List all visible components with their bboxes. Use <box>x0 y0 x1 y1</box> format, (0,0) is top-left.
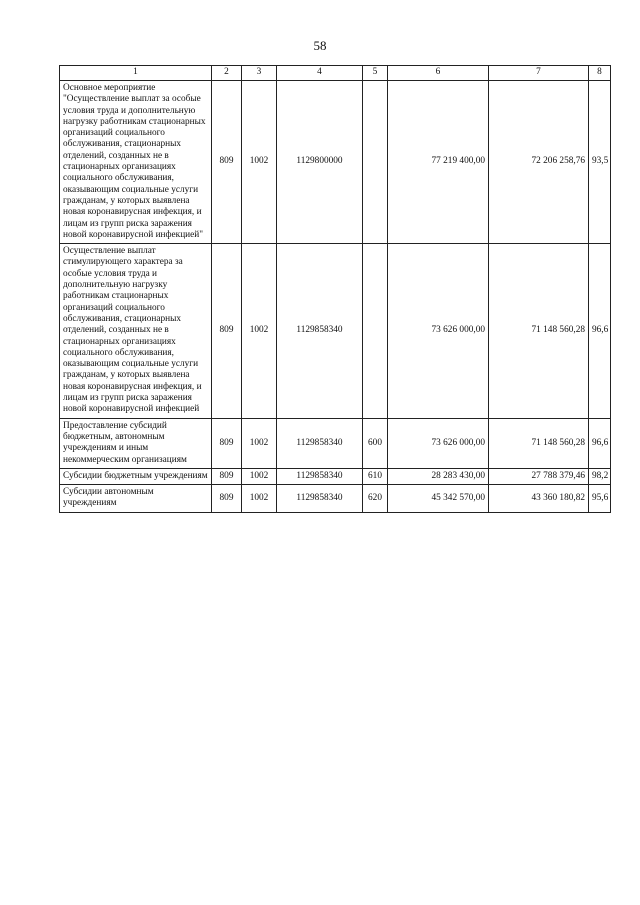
cell-col-4: 1129858340 <box>277 418 363 468</box>
cell-col-4: 1129800000 <box>277 81 363 244</box>
cell-col-6: 28 283 430,00 <box>388 468 489 484</box>
row-name: Осуществление выплат стимулирующего характера за особые условия труда и дополнительную нагрузку работникам стационарных организаций социального обслуживания, стационарных отделений, созданных не в стационарных организациях социального обслуживания, оказывающим социальные услуги гражданам, у которых выявлена новая коронавирусная инфекция, и лицам из групп риска заражения новой коронавирусной инфекцией <box>60 244 212 418</box>
cell-col-6: 73 626 000,00 <box>388 418 489 468</box>
cell-col-4: 1129858340 <box>277 244 363 418</box>
cell-col-2: 809 <box>212 468 242 484</box>
cell-col-8: 96,6 <box>589 244 611 418</box>
row-name: Предоставление субсидий бюджетным, автономным учреждениям и иным некоммерческим организациям <box>60 418 212 468</box>
cell-col-8: 98,2 <box>589 468 611 484</box>
column-header-5: 5 <box>363 66 388 81</box>
column-header-8: 8 <box>589 66 611 81</box>
row-name: Основное мероприятие "Осуществление выплат за особые условия труда и дополнительную нагрузку работникам стационарных организаций социального обслуживания, стационарных отделений, созданных не в стационарных организациях социального обслуживания, оказывающим социальные услуги гражданам, у которых выявлена новая коронавирусная инфекция, и лицам из групп риска заражения новой коронавирусной инфекцией" <box>60 81 212 244</box>
cell-col-8: 93,5 <box>589 81 611 244</box>
cell-col-2: 809 <box>212 485 242 513</box>
column-header-1: 1 <box>60 66 212 81</box>
cell-col-3: 1002 <box>242 81 277 244</box>
cell-col-2: 809 <box>212 81 242 244</box>
table-row <box>60 418 611 468</box>
cell-col-3: 1002 <box>242 485 277 513</box>
budget-table <box>59 65 611 513</box>
cell-col-5 <box>363 81 388 244</box>
column-header-3: 3 <box>242 66 277 81</box>
table-row <box>60 81 611 244</box>
table-row <box>60 244 611 418</box>
column-header-2: 2 <box>212 66 242 81</box>
page-number: 58 <box>313 38 327 53</box>
cell-col-5 <box>363 244 388 418</box>
row-name: Субсидии автономным учреждениям <box>60 485 212 513</box>
cell-col-5: 610 <box>363 468 388 484</box>
cell-col-7: 71 148 560,28 <box>489 244 589 418</box>
row-name: Субсидии бюджетным учреждениям <box>60 468 212 484</box>
cell-col-6: 73 626 000,00 <box>388 244 489 418</box>
cell-col-7: 72 206 258,76 <box>489 81 589 244</box>
cell-col-7: 43 360 180,82 <box>489 485 589 513</box>
cell-col-7: 27 788 379,46 <box>489 468 589 484</box>
cell-col-7: 71 148 560,28 <box>489 418 589 468</box>
cell-col-3: 1002 <box>242 418 277 468</box>
cell-col-8: 95,6 <box>589 485 611 513</box>
header-row <box>60 66 611 81</box>
cell-col-5: 620 <box>363 485 388 513</box>
column-header-6: 6 <box>388 66 489 81</box>
cell-col-6: 45 342 570,00 <box>388 485 489 513</box>
cell-col-8: 96,6 <box>589 418 611 468</box>
cell-col-3: 1002 <box>242 468 277 484</box>
cell-col-5: 600 <box>363 418 388 468</box>
table-row <box>60 468 611 484</box>
cell-col-3: 1002 <box>242 244 277 418</box>
cell-col-4: 1129858340 <box>277 485 363 513</box>
cell-col-4: 1129858340 <box>277 468 363 484</box>
column-header-4: 4 <box>277 66 363 81</box>
cell-col-2: 809 <box>212 418 242 468</box>
cell-col-2: 809 <box>212 244 242 418</box>
column-header-7: 7 <box>489 66 589 81</box>
cell-col-6: 77 219 400,00 <box>388 81 489 244</box>
table-row <box>60 485 611 513</box>
